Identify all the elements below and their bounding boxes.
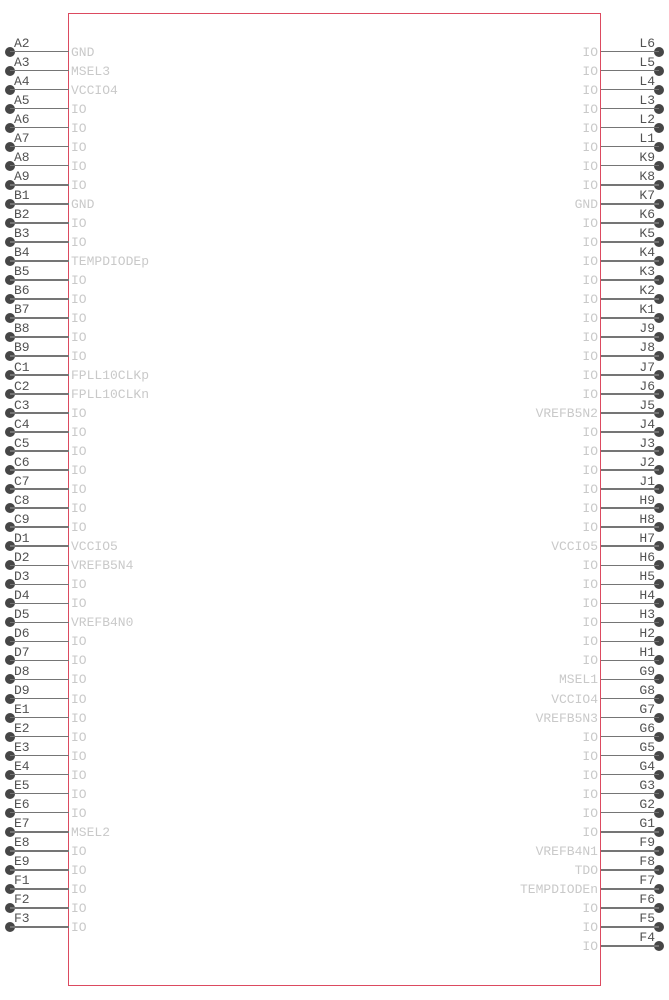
pin-signal-name: IO xyxy=(582,310,598,326)
pin-signal-name: VCCIO4 xyxy=(71,82,118,98)
pin-signal-name: MSEL3 xyxy=(71,63,111,79)
pin-signal-name: IO xyxy=(71,691,87,707)
pin-number-label: A6 xyxy=(14,112,30,128)
pin-number-label: D4 xyxy=(14,587,30,603)
pin-number-label: C6 xyxy=(14,454,30,470)
pin-number-label: G4 xyxy=(639,759,655,775)
pin-signal-name: IO xyxy=(582,368,598,383)
pin-signal-name: IO xyxy=(71,444,87,460)
pin-number-label: C9 xyxy=(14,511,30,527)
pin-number-label: B1 xyxy=(14,188,30,204)
pin-signal-name: IO xyxy=(71,463,87,479)
pin-signal-name: MSEL1 xyxy=(558,672,598,688)
pin-number-label: F8 xyxy=(639,854,655,870)
pin-number-label: E7 xyxy=(14,816,30,832)
pin-number-label: C8 xyxy=(14,492,30,508)
pin-number-label: H3 xyxy=(639,606,655,622)
pin-signal-name: IO xyxy=(582,805,598,821)
pin-number-label: F6 xyxy=(639,892,655,908)
pin-signal-name: IO xyxy=(582,729,598,745)
pin-number-label: F9 xyxy=(639,835,655,851)
pin-signal-name: IO xyxy=(582,444,598,460)
pin-number-label: G9 xyxy=(639,663,655,679)
pin-number-label: K4 xyxy=(639,245,655,261)
pin-number-label: J4 xyxy=(639,416,655,432)
pin-number-label: B8 xyxy=(14,321,30,337)
pin-number-label: K3 xyxy=(639,264,655,280)
pin-signal-name: VREFB5N2 xyxy=(535,406,598,422)
pin-number-label: E8 xyxy=(14,835,30,851)
pin-signal-name: IO xyxy=(582,596,598,612)
pin-signal-name: IO xyxy=(71,767,87,783)
pin-signal-name: IO xyxy=(582,938,598,954)
pin-number-label: J7 xyxy=(639,359,655,375)
pin-number-label: K6 xyxy=(639,207,655,223)
pin-number-label: J2 xyxy=(639,454,655,470)
pin-number-label: B9 xyxy=(14,340,30,356)
pin-number-label: H6 xyxy=(639,549,655,565)
pin-signal-name: IO xyxy=(582,786,598,802)
pin-number-label: C4 xyxy=(14,416,30,432)
pin-number-label: H1 xyxy=(639,644,655,660)
pin-number-label: K9 xyxy=(639,150,655,166)
pin-signal-name: IO xyxy=(71,577,87,593)
pin-number-label: J1 xyxy=(639,473,655,489)
pin-signal-name: IO xyxy=(582,767,598,783)
pin-number-label: H2 xyxy=(639,625,655,641)
pin-signal-name: VCCIO5 xyxy=(71,539,118,555)
pin-signal-name: IO xyxy=(71,120,87,136)
pin-signal-name: IO xyxy=(582,501,598,517)
pin-number-label: L4 xyxy=(639,74,655,90)
pin-number-label: E4 xyxy=(14,759,30,775)
pin-number-label: A4 xyxy=(14,74,30,90)
pin-signal-name: TEMPDIODEp xyxy=(71,253,150,269)
pin-number-label: E9 xyxy=(14,854,30,870)
pin-number-label: B4 xyxy=(14,245,30,261)
pin-number-label: D8 xyxy=(14,663,30,679)
pin-signal-name: VREFB5N3 xyxy=(535,710,598,726)
pin-number-label: L5 xyxy=(639,55,655,71)
pin-signal-name: IO xyxy=(582,291,598,307)
pin-number-label: B5 xyxy=(14,264,30,280)
pin-signal-name: FPLL10CLKp xyxy=(71,368,150,383)
pin-signal-name: IO xyxy=(582,387,598,403)
pin-number-label: J3 xyxy=(639,435,655,451)
pin-signal-name: IO xyxy=(71,348,87,364)
pin-number-label: C7 xyxy=(14,473,30,489)
pin-signal-name: IO xyxy=(71,501,87,517)
pin-number-label: F7 xyxy=(639,873,655,889)
pin-signal-name: IO xyxy=(71,710,87,726)
pin-number-label: E6 xyxy=(14,797,30,813)
pin-signal-name: IO xyxy=(71,272,87,288)
pin-number-label: B3 xyxy=(14,226,30,242)
pin-signal-name: IO xyxy=(71,748,87,764)
pin-number-label: J9 xyxy=(639,321,655,337)
pin-number-label: A9 xyxy=(14,169,30,185)
pin-signal-name: IO xyxy=(71,177,87,193)
pin-signal-name: IO xyxy=(71,482,87,498)
pin-number-label: H9 xyxy=(639,492,655,508)
pin-signal-name: IO xyxy=(582,139,598,155)
pin-signal-name: IO xyxy=(582,919,598,935)
pin-signal-name: IO xyxy=(582,463,598,479)
pin-number-label: F1 xyxy=(14,873,30,889)
pin-signal-name: IO xyxy=(582,120,598,136)
pin-number-label: F5 xyxy=(639,911,655,927)
pin-number-label: G2 xyxy=(639,797,655,813)
pin-number-label: A5 xyxy=(14,93,30,109)
pin-number-label: K2 xyxy=(639,283,655,299)
pin-signal-name: IO xyxy=(71,862,87,878)
pin-signal-name: IO xyxy=(582,177,598,193)
pin-signal-name: IO xyxy=(582,272,598,288)
pin-signal-name: IO xyxy=(582,748,598,764)
pin-signal-name: IO xyxy=(71,919,87,935)
pin-signal-name: IO xyxy=(71,596,87,612)
pin-number-label: E5 xyxy=(14,778,30,794)
pin-signal-name: IO xyxy=(71,215,87,231)
pin-number-label: C3 xyxy=(14,397,30,413)
pin-number-label: A8 xyxy=(14,150,30,166)
pin-signal-name: IO xyxy=(71,653,87,669)
pin-signal-name: IO xyxy=(582,329,598,345)
pin-number-label: K7 xyxy=(639,188,655,204)
pin-signal-name: IO xyxy=(582,482,598,498)
pin-number-label: J8 xyxy=(639,340,655,356)
pin-signal-name: VREFB5N4 xyxy=(71,558,134,574)
pin-signal-name: IO xyxy=(71,101,87,117)
pin-signal-name: VCCIO4 xyxy=(551,691,598,707)
pin-signal-name: IO xyxy=(582,82,598,98)
pin-signal-name: FPLL10CLKn xyxy=(71,387,150,403)
pin-number-label: A2 xyxy=(14,36,30,51)
pin-signal-name: IO xyxy=(71,520,87,536)
pin-signal-name: IO xyxy=(71,729,87,745)
pin-signal-name: IO xyxy=(582,634,598,650)
pin-signal-name: IO xyxy=(582,900,598,916)
pin-signal-name: IO xyxy=(71,786,87,802)
pin-number-label: D2 xyxy=(14,549,30,565)
pin-number-label: G1 xyxy=(639,816,655,832)
pin-signal-name: IO xyxy=(582,234,598,250)
pin-signal-name: IO xyxy=(582,425,598,441)
pin-signal-name: IO xyxy=(582,577,598,593)
pin-number-label: B7 xyxy=(14,302,30,318)
pin-number-label: G3 xyxy=(639,778,655,794)
pin-number-label: L6 xyxy=(639,36,655,51)
pin-signal-name: IO xyxy=(71,310,87,326)
pin-signal-name: IO xyxy=(71,234,87,250)
pin-number-label: E1 xyxy=(14,702,30,718)
pin-signal-name: IO xyxy=(582,824,598,840)
pin-number-label: H7 xyxy=(639,530,655,546)
pin-number-label: H8 xyxy=(639,511,655,527)
pin-number-label: G5 xyxy=(639,740,655,756)
pin-signal-name: IO xyxy=(582,615,598,631)
pin-signal-name: IO xyxy=(71,291,87,307)
pin-signal-name: IO xyxy=(582,101,598,117)
pin-signal-name: IO xyxy=(582,520,598,536)
pin-signal-name: GND xyxy=(574,196,598,212)
pin-signal-name: IO xyxy=(71,881,87,897)
pin-signal-name: GND xyxy=(71,44,95,60)
pin-number-label: G6 xyxy=(639,721,655,737)
pin-number-label: J6 xyxy=(639,378,655,394)
pin-signal-name: IO xyxy=(71,634,87,650)
pin-number-label: F3 xyxy=(14,911,30,927)
pin-number-label: H4 xyxy=(639,587,655,603)
pin-number-label: G7 xyxy=(639,702,655,718)
pin-number-label: D7 xyxy=(14,644,30,660)
component-body xyxy=(68,13,601,986)
pin-signal-name: IO xyxy=(582,215,598,231)
pin-number-label: D1 xyxy=(14,530,30,546)
pin-number-label: L1 xyxy=(639,131,655,147)
pin-number-label: A7 xyxy=(14,131,30,147)
pin-signal-name: IO xyxy=(71,158,87,174)
pin-signal-name: VCCIO5 xyxy=(551,539,598,555)
pin-number-label: E3 xyxy=(14,740,30,756)
pin-signal-name: GND xyxy=(71,196,95,212)
pin-number-label: A3 xyxy=(14,55,30,71)
pin-signal-name: IO xyxy=(71,843,87,859)
pin-signal-name: IO xyxy=(582,63,598,79)
pin-number-label: H5 xyxy=(639,568,655,584)
pin-signal-name: IO xyxy=(71,406,87,422)
pin-number-label: K1 xyxy=(639,302,655,318)
pin-signal-name: TDO xyxy=(574,862,598,878)
pin-signal-name: IO xyxy=(582,158,598,174)
pin-number-label: B6 xyxy=(14,283,30,299)
pin-number-label: K5 xyxy=(639,226,655,242)
pin-number-label: D3 xyxy=(14,568,30,584)
pin-number-label: D9 xyxy=(14,683,30,699)
pin-number-label: G8 xyxy=(639,683,655,699)
pin-signal-name: IO xyxy=(582,348,598,364)
pin-signal-name: IO xyxy=(71,672,87,688)
pin-number-label: F2 xyxy=(14,892,30,908)
pin-signal-name: IO xyxy=(71,425,87,441)
pin-number-label: F4 xyxy=(639,930,655,946)
pin-number-label: C2 xyxy=(14,378,30,394)
pin-number-label: K8 xyxy=(639,169,655,185)
pin-number-label: D6 xyxy=(14,625,30,641)
pin-number-label: L2 xyxy=(639,112,655,128)
pin-signal-name: VREFB4N0 xyxy=(71,615,134,631)
pin-number-label: B2 xyxy=(14,207,30,223)
pin-signal-name: IO xyxy=(582,653,598,669)
pin-signal-name: IO xyxy=(71,329,87,345)
pin-signal-name: IO xyxy=(71,139,87,155)
pin-signal-name: IO xyxy=(71,900,87,916)
pin-signal-name: IO xyxy=(71,805,87,821)
pin-number-label: L3 xyxy=(639,93,655,109)
pin-signal-name: IO xyxy=(582,558,598,574)
pin-signal-name: MSEL2 xyxy=(71,824,111,840)
pin-number-label: D5 xyxy=(14,606,30,622)
pin-number-label: J5 xyxy=(639,397,655,413)
pin-signal-name: IO xyxy=(582,44,598,60)
pin-signal-name: TEMPDIODEn xyxy=(519,881,598,897)
pin-number-label: C1 xyxy=(14,359,30,375)
pin-number-label: E2 xyxy=(14,721,30,737)
pin-signal-name: VREFB4N1 xyxy=(535,843,598,859)
pin-number-label: C5 xyxy=(14,435,30,451)
pin-signal-name: IO xyxy=(582,253,598,269)
